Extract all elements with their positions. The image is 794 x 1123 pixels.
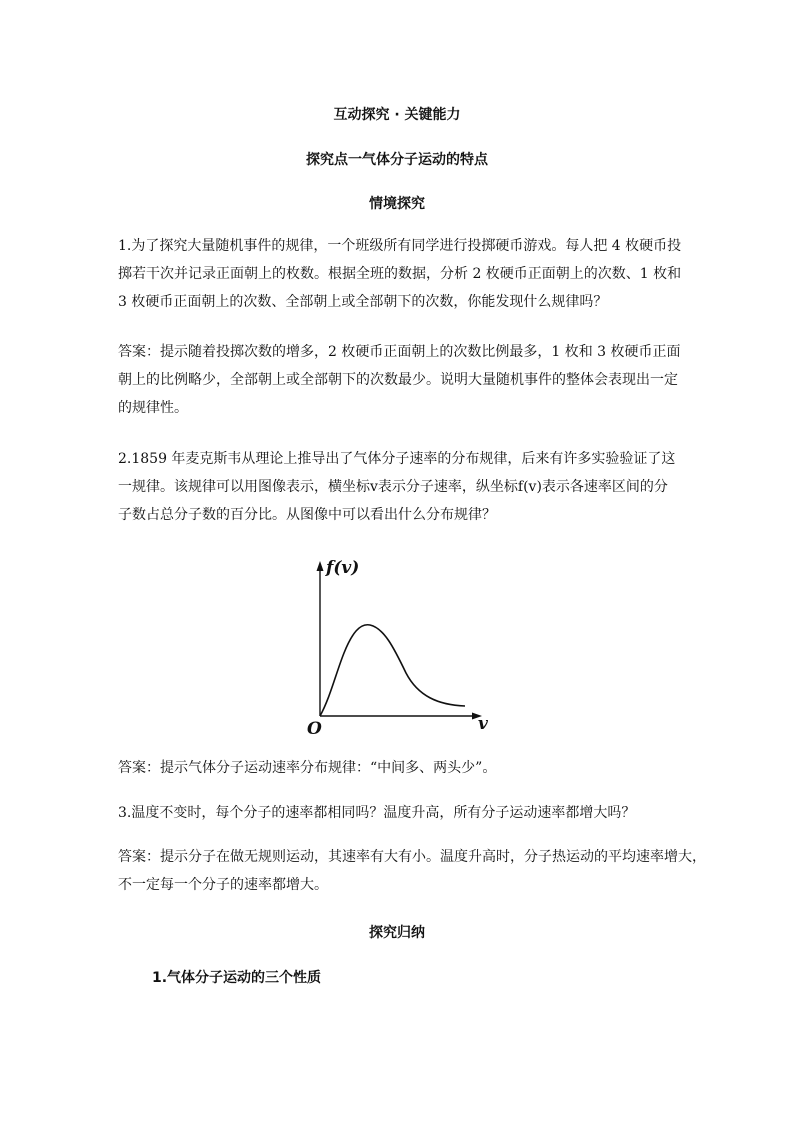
answer-3-line: 答案：提示分子在做无规则运动，其速率有大有小。温度升高时，分子热运动的平均速率增大， xyxy=(118,849,706,865)
answer-1-line: 答案：提示随着投掷次数的增多，2 枚硬币正面朝上的次数比例最多，1 枚和 3 枚硬币正面 xyxy=(118,344,681,360)
question-3-line: 3.温度不变时，每个分子的速率都相同吗？温度升高，所有分子运动速率都增大吗？ xyxy=(118,805,636,821)
answer-3 xyxy=(118,843,706,899)
scenario-heading: 情境探究 xyxy=(369,196,425,212)
topic-heading: 探究点一气体分子运动的特点 xyxy=(306,152,488,168)
summary-heading: 探究归纳 xyxy=(369,925,425,941)
question-1-line: 掷若干次并记录正面朝上的枚数。根据全班的数据，分析 2 枚硬币正面朝上的次数、1 枚和 xyxy=(118,266,682,282)
summary-item-1: 1.气体分子运动的三个性质 xyxy=(152,970,322,986)
y-axis-arrow xyxy=(317,561,324,571)
answer-1-line: 朝上的比例略少，全部朝上或全部朝下的次数最少。说明大量随机事件的整体会表现出一定 xyxy=(118,372,678,388)
question-2-line: 子数占总分子数的百分比。从图像中可以看出什么分布规律？ xyxy=(118,507,496,523)
answer-3-line: 不一定每一个分子的速率都增大。 xyxy=(118,877,328,893)
distribution-curve xyxy=(320,625,465,716)
question-3 xyxy=(118,799,678,827)
y-axis-label: f(v) xyxy=(326,558,360,578)
answer-2-line: 答案：提示气体分子运动速率分布规律：“中间多、两头少”。 xyxy=(118,760,497,776)
answer-1 xyxy=(118,338,681,422)
section-heading: 互动探究 · 关键能力 xyxy=(333,107,461,123)
question-1 xyxy=(118,232,682,316)
question-2-line: 一规律。该规律可以用图像表示，横坐标v表示分子速率，纵坐标f(v)表示各速率区间的分 xyxy=(118,479,668,495)
speed-distribution-graph xyxy=(300,553,500,738)
origin-label: O xyxy=(307,719,322,738)
x-axis-label: v xyxy=(478,714,488,734)
question-2-line: 2.1859 年麦克斯韦从理论上推导出了气体分子速率的分布规律，后来有许多实验验证了这 xyxy=(118,451,676,467)
answer-1-line: 的规律性。 xyxy=(118,400,188,416)
question-1-line: 1.为了探究大量随机事件的规律，一个班级所有同学进行投掷硬币游戏。每人把 4 枚硬币投 xyxy=(118,238,682,254)
question-2 xyxy=(118,445,678,529)
answer-2 xyxy=(118,754,678,782)
question-1-line: 3 枚硬币正面朝上的次数、全部朝上或全部朝下的次数，你能发现什么规律吗？ xyxy=(118,294,608,310)
